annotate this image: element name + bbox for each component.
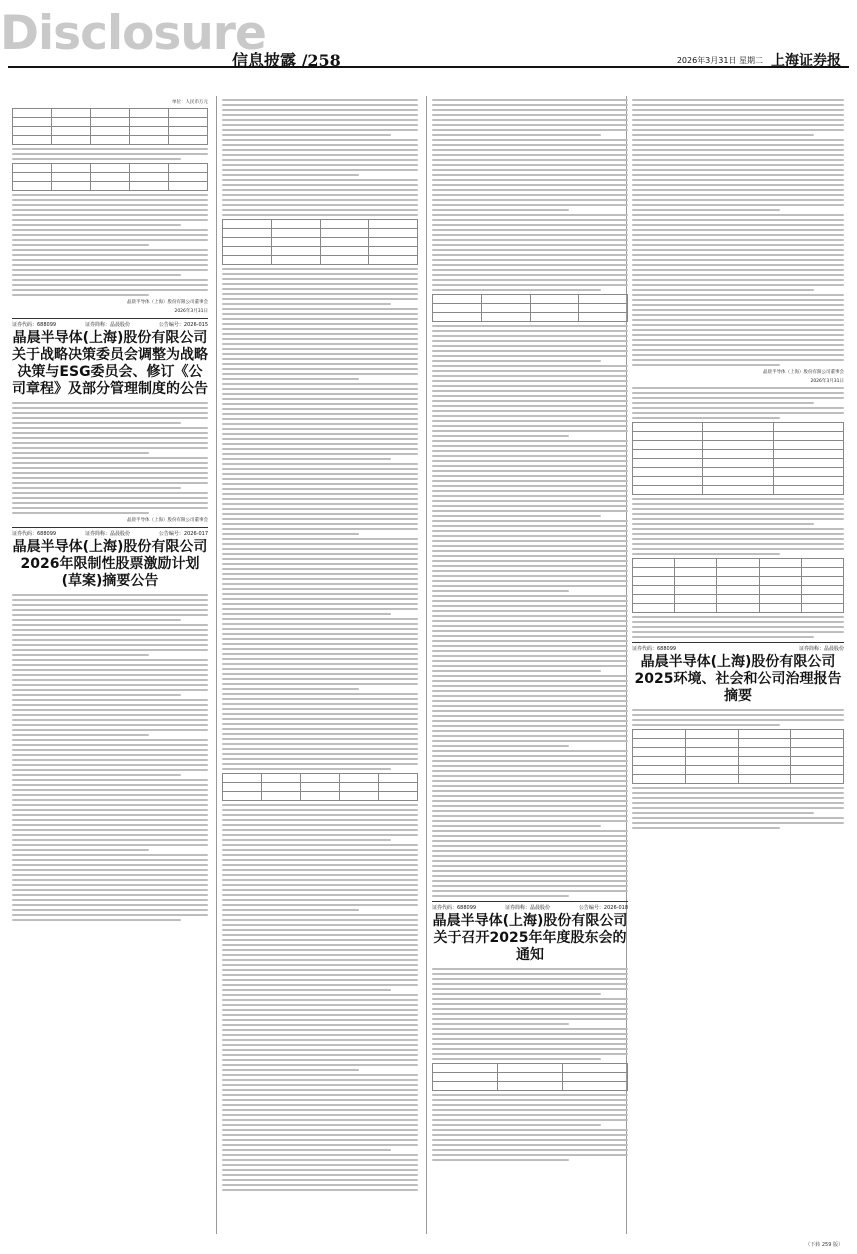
body-text bbox=[432, 99, 628, 291]
column-3 bbox=[432, 96, 628, 1234]
body-text bbox=[632, 787, 844, 829]
signature: 晶晨半导体（上海）股份有限公司董事会 bbox=[127, 300, 208, 305]
body-text bbox=[432, 325, 628, 897]
body-text bbox=[222, 99, 418, 216]
security-code: 证券代码：688099 bbox=[12, 322, 57, 328]
signature-date: 2026年3月31日 bbox=[174, 309, 208, 314]
announcement-code-line bbox=[12, 527, 208, 537]
body-text bbox=[632, 709, 844, 726]
announcement-title: 晶晨半导体(上海)股份有限公司2025环境、社会和公司治理报告摘要 bbox=[634, 654, 842, 704]
body-text bbox=[12, 148, 208, 160]
security-abbr: 证券简称：晶晨股份 bbox=[798, 646, 844, 652]
announcement-code-line bbox=[632, 642, 844, 652]
newspaper-brand: 上海证券报 bbox=[771, 53, 841, 69]
body-text bbox=[632, 616, 844, 638]
data-table bbox=[12, 108, 208, 145]
body-text bbox=[12, 402, 208, 514]
section-title: 信息披露 /258 bbox=[232, 51, 341, 70]
column-4 bbox=[632, 96, 844, 1234]
masthead-text: Disclosure bbox=[0, 6, 266, 61]
announcement-title: 晶晨半导体(上海)股份有限公司关于召开2025年年度股东会的通知 bbox=[432, 913, 628, 963]
security-code: 证券代码：688099 bbox=[12, 531, 57, 537]
masthead bbox=[0, 6, 266, 62]
security-abbr: 证券简称：晶晨股份 bbox=[505, 905, 551, 911]
column-1 bbox=[12, 96, 208, 1234]
body-text bbox=[432, 1094, 628, 1161]
data-table bbox=[432, 294, 628, 322]
issue-date: 2026年3月31日 星期二 bbox=[676, 55, 763, 65]
security-abbr: 证券简称：晶晨股份 bbox=[85, 531, 131, 537]
body-text bbox=[632, 498, 844, 555]
announcement-number: 公告编号：2026-017 bbox=[158, 531, 208, 537]
page-header bbox=[0, 0, 857, 70]
data-table bbox=[632, 558, 844, 613]
data-table bbox=[632, 729, 844, 784]
announcement-number: 公告编号：2026-015 bbox=[158, 322, 208, 328]
column-2 bbox=[222, 96, 418, 1234]
body-text bbox=[12, 194, 208, 296]
data-table bbox=[432, 1063, 628, 1091]
continuation-note: （下转 259 版） bbox=[805, 1242, 843, 1248]
security-abbr: 证券简称：晶晨股份 bbox=[85, 322, 131, 328]
header-rule bbox=[8, 66, 849, 68]
data-table bbox=[222, 773, 418, 801]
body-text bbox=[12, 594, 208, 921]
security-code: 证券代码：688099 bbox=[632, 646, 677, 652]
announcement-title: 晶晨半导体(上海)股份有限公司关于战略决策委员会调整为战略决策与ESG委员会、修订《公司章程》及部分管理制度的公告 bbox=[12, 330, 208, 397]
body-text bbox=[632, 387, 844, 419]
body-text bbox=[632, 99, 844, 366]
body-text bbox=[432, 968, 628, 1060]
column-divider bbox=[426, 96, 427, 1234]
data-table bbox=[12, 163, 208, 191]
announcement-number: 公告编号：2026-018 bbox=[578, 905, 628, 911]
data-table bbox=[222, 219, 418, 265]
column-divider bbox=[216, 96, 217, 1234]
signature-date: 2026年3月31日 bbox=[810, 379, 844, 384]
body-text bbox=[222, 268, 418, 770]
announcement-code-line bbox=[12, 318, 208, 328]
table-unit-label: 单位：人民币万元 bbox=[172, 100, 208, 105]
signature: 晶晨半导体（上海）股份有限公司董事会 bbox=[127, 518, 208, 523]
announcement-title: 晶晨半导体(上海)股份有限公司2026年限制性股票激励计划(草案)摘要公告 bbox=[12, 539, 208, 589]
announcement-code-line bbox=[432, 901, 628, 911]
data-table bbox=[632, 422, 844, 495]
body-text bbox=[222, 804, 418, 1191]
security-code: 证券代码：688099 bbox=[432, 905, 477, 911]
signature: 晶晨半导体（上海）股份有限公司董事会 bbox=[763, 370, 844, 375]
